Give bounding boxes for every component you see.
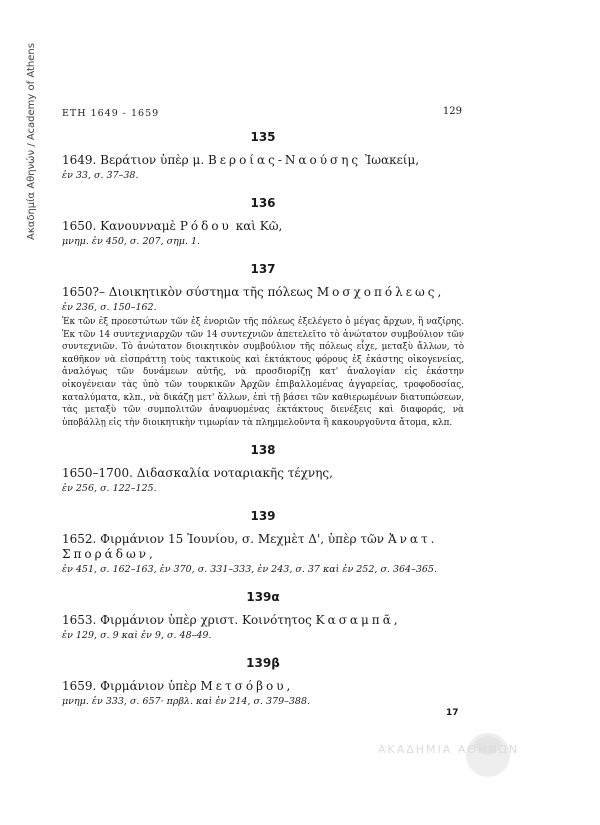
entry-138 xyxy=(62,443,464,495)
entry-number: 137 xyxy=(250,262,276,276)
archive-sidebar xyxy=(26,30,46,240)
entry-number: 138 xyxy=(250,443,276,458)
entry-title: 1653. Φιρμάνιον ὑπὲρ χριστ. Κοινότητος Κασαμπᾶ, xyxy=(62,613,401,628)
entry-reference: μνημ. ἐν 333, σ. 657· πρβλ. καὶ ἐν 214, σ. 379–388. xyxy=(62,696,311,708)
entry-title: 1650–1700. Διδασκαλία νοταριακῆς τέχνης, xyxy=(62,466,333,481)
watermark-text: ΑΚΑΔΗΜΙΑ ΑΘΗΝΩΝ xyxy=(378,743,520,756)
entry-number: 139 xyxy=(250,509,276,524)
archive-label: Ακαδημία Αθηνών / Academy of Athens xyxy=(26,43,37,240)
signature-mark: 17 xyxy=(446,708,459,718)
entry-139 xyxy=(62,509,464,576)
entry-139b xyxy=(62,656,464,708)
entry-137 xyxy=(62,262,464,429)
entry-number: 139β xyxy=(246,656,280,671)
entry-title: 1650?– Διοικητικὸν σύστημα τῆς πόλεως Μοσχοπόλεως, xyxy=(62,285,445,299)
entry-reference: ἐν 256, σ. 122–125. xyxy=(62,483,157,495)
entry-number: 135 xyxy=(250,130,276,144)
entry-title: 1659. Φιρμάνιον ὑπὲρ Μετσόβου, xyxy=(62,679,294,694)
entry-description: Ἐκ τῶν ἐξ προεστώτων τῶν ἐξ ἐνοριῶν τῆς πόλεως ἐξελέγετο ὁ μέγας ἄρχων, ἢ ναζίρης. Ἐκ τῶν 14 συντεχνιαρχῶν τῶν 14 συντεχνιῶν ἀπετελεῖτο τὸ ἀνώτατον συμβούλιον τῶν συντεχνιῶν. Τὸ ἀνώτατον διοικητικὸν συμβούλιον τῆς πόλεως εἶχε, μεταξὺ ἄλλων, τὸ καθῆκον νὰ εἰσπράττῃ τοὺς τακτικοὺς καὶ ἐκτάκτους φόρους ἐξ ἑκάστης οἰκογενείας, ἀναλόγως τῶν δυνάμεων αὐτῆς, νὰ προσδιορίζῃ κατ' ἀναλογίαν εἰς ἑκάστην οἰκογένειαν τὰς ὑπὸ τῶν τουρκικῶν Ἀρχῶν ἐπιβαλλομένας ἀγγαρείας, τροφοδοσίας, καταλύματα, κλπ., νὰ δικάζῃ μετ' ἄλλων, ἐπὶ τῇ βάσει τῶν καθιερωμένων διατυπώσεων, τὰς μεταξὺ τῶν συμπολιτῶν ἀναφυομένας ἐκτάκτους διενέξεις καὶ διαφοράς, νὰ ὑποβάλλῃ εἰς τὴν διοικητικὴν τιμωρίαν τὰ πλημμελοῦντα ἢ κακουργοῦντα ἄτομα, κλπ. xyxy=(62,317,464,428)
entry-reference: μνημ. ἐν 450, σ. 207, σημ. 1. xyxy=(62,236,201,247)
entry-reference: ἐν 236, σ. 150–162. xyxy=(62,302,157,313)
entry-139a xyxy=(62,590,464,642)
page-content xyxy=(62,130,464,708)
entry-number: 136 xyxy=(250,196,276,210)
entry-number: 139α xyxy=(246,590,280,605)
entry-title: 1652. Φιρμάνιον 15 Ἰουνίου, σ. Μεχμὲτ Δ', ὑπὲρ τῶν Ἀνατ. Σποράδων, xyxy=(62,532,438,562)
entry-135 xyxy=(62,130,464,182)
entry-reference: ἐν 33, σ. 37–38. xyxy=(62,170,139,181)
entry-reference: ἐν 451, σ. 162–163, ἐν 370, σ. 331–333, ἐν 243, σ. 37 καὶ ἐν 252, σ. 364–365. xyxy=(62,564,437,576)
academy-watermark xyxy=(378,725,578,785)
running-head: ΕΤΗ 1649 - 1659 xyxy=(62,108,160,119)
entry-title: 1649. Βεράτιον ὑπὲρ μ. Βεροίας-Ναούσης Ἰωακείμ, xyxy=(62,153,420,167)
entry-title: 1650. Κανουνναμὲ Ρόδου καὶ Κῶ, xyxy=(62,219,283,233)
entry-136 xyxy=(62,196,464,248)
entry-reference: ἐν 129, σ. 9 καὶ ἐν 9, σ. 48–49. xyxy=(62,630,212,642)
page-number: 129 xyxy=(442,106,462,117)
